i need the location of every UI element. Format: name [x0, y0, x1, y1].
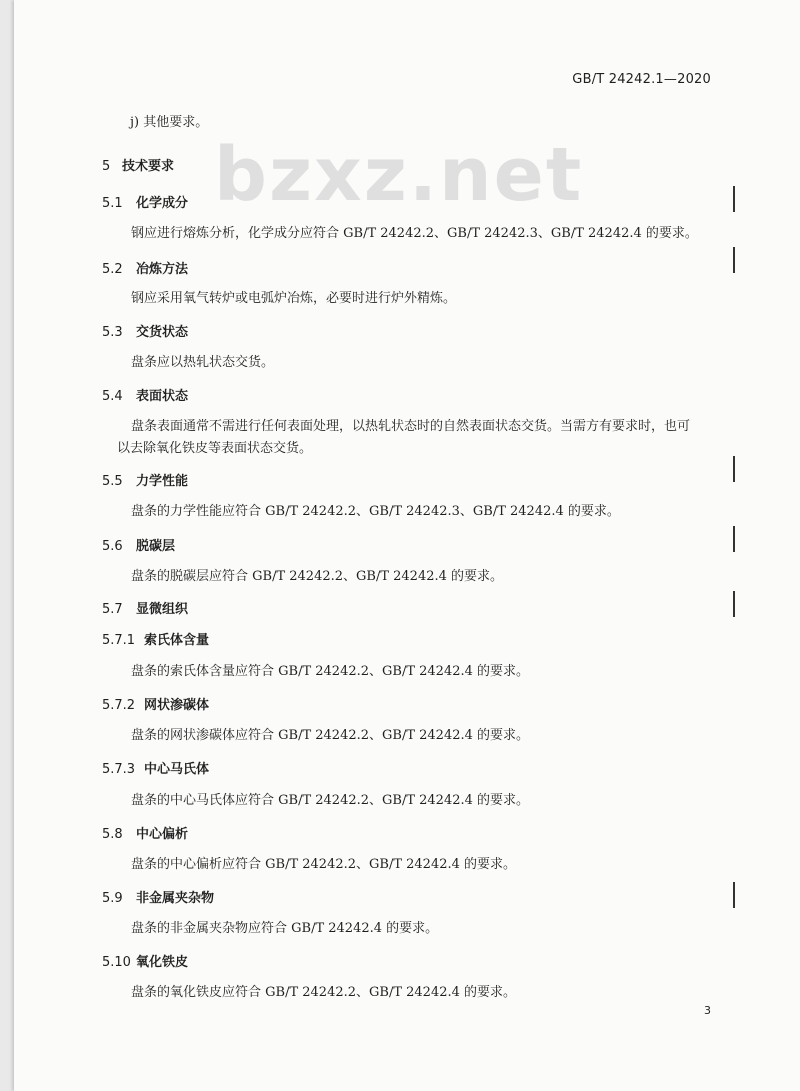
section-title: 网状渗碳体 — [144, 698, 210, 713]
section-title: 表面状态 — [136, 389, 189, 404]
section-5-2-heading — [102, 258, 188, 277]
section-title: 中心偏析 — [136, 827, 189, 842]
section-number: 5.2 — [102, 262, 123, 277]
page-number: 3 — [704, 1004, 711, 1017]
change-bar — [733, 247, 735, 273]
section-5-8-heading — [102, 823, 188, 842]
section-5-4-body-line2: 以去除氧化铁皮等表面状态交货。 — [117, 441, 313, 456]
section-title: 冶炼方法 — [136, 262, 189, 277]
section-number: 5.1 — [102, 196, 123, 211]
change-bar — [733, 186, 735, 212]
change-bar — [733, 591, 735, 617]
list-item-j: j) 其他要求。 — [130, 115, 209, 130]
section-5-7-1-body: 盘条的索氏体含量应符合 GB/T 24242.2、GB/T 24242.4 的要求。 — [131, 664, 530, 679]
section-number: 5.7.3 — [102, 762, 136, 777]
section-number: 5.5 — [102, 474, 123, 489]
section-5-1-body: 钢应进行熔炼分析，化学成分应符合 GB/T 24242.2、GB/T 24242.3、GB/T 24242.4 的要求。 — [131, 226, 698, 241]
section-5-heading — [102, 155, 174, 174]
section-5-6-heading — [102, 535, 175, 554]
section-5-9-heading — [102, 887, 214, 906]
section-5-3-body: 盘条应以热轧状态交货。 — [131, 355, 275, 370]
change-bar — [733, 456, 735, 482]
section-number: 5.8 — [102, 827, 123, 842]
section-5-1-heading — [102, 192, 188, 211]
change-bar — [733, 526, 735, 552]
section-number: 5 — [102, 159, 111, 174]
section-5-7-3-body: 盘条的中心马氏体应符合 GB/T 24242.2、GB/T 24242.4 的要求。 — [131, 793, 530, 808]
section-5-8-body: 盘条的中心偏析应符合 GB/T 24242.2、GB/T 24242.4 的要求。 — [131, 857, 517, 872]
section-5-5-heading — [102, 470, 188, 489]
section-5-7-1-heading — [102, 629, 209, 648]
section-5-2-body: 钢应采用氧气转炉或电弧炉冶炼，必要时进行炉外精炼。 — [131, 291, 457, 306]
section-5-6-body: 盘条的脱碳层应符合 GB/T 24242.2、GB/T 24242.4 的要求。 — [131, 569, 504, 584]
section-title: 氧化铁皮 — [136, 955, 189, 970]
section-5-10-heading — [102, 951, 188, 970]
section-5-7-heading — [102, 598, 188, 617]
section-number: 5.9 — [102, 891, 123, 906]
section-5-7-3-heading — [102, 758, 209, 777]
section-5-7-2-heading — [102, 694, 209, 713]
section-title: 化学成分 — [136, 196, 189, 211]
standard-code: GB/T 24242.1—2020 — [572, 72, 711, 87]
watermark-logo: bzxz.net — [214, 132, 584, 218]
section-title: 非金属夹杂物 — [136, 891, 215, 906]
section-title: 交货状态 — [136, 325, 189, 340]
change-bar — [733, 882, 735, 908]
section-number: 5.10 — [102, 955, 131, 970]
section-number: 5.6 — [102, 539, 123, 554]
document-page — [14, 0, 800, 1091]
section-5-5-body: 盘条的力学性能应符合 GB/T 24242.2、GB/T 24242.3、GB/T 24242.4 的要求。 — [131, 504, 620, 519]
section-5-4-body-line1: 盘条表面通常不需进行任何表面处理，以热轧状态时的自然表面状态交货。当需方有要求时，也可 — [131, 419, 691, 434]
section-title: 力学性能 — [136, 474, 189, 489]
section-5-7-2-body: 盘条的网状渗碳体应符合 GB/T 24242.2、GB/T 24242.4 的要求。 — [131, 728, 530, 743]
section-number: 5.7 — [102, 602, 123, 617]
section-number: 5.4 — [102, 389, 123, 404]
section-title: 索氏体含量 — [144, 633, 210, 648]
section-title: 技术要求 — [122, 159, 175, 174]
section-title: 中心马氏体 — [144, 762, 210, 777]
section-title: 脱碳层 — [136, 539, 176, 554]
section-5-10-body: 盘条的氧化铁皮应符合 GB/T 24242.2、GB/T 24242.4 的要求。 — [131, 985, 517, 1000]
section-5-9-body: 盘条的非金属夹杂物应符合 GB/T 24242.4 的要求。 — [131, 921, 439, 936]
section-number: 5.7.2 — [102, 698, 136, 713]
section-number: 5.7.1 — [102, 633, 136, 648]
section-number: 5.3 — [102, 325, 123, 340]
section-title: 显微组织 — [136, 602, 189, 617]
section-5-4-heading — [102, 385, 188, 404]
section-5-3-heading — [102, 321, 188, 340]
